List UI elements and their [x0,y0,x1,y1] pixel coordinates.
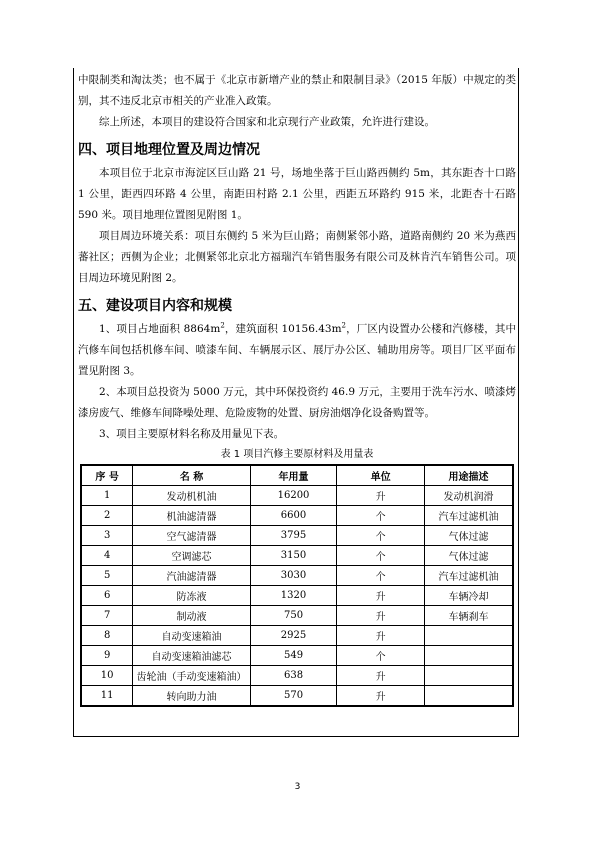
table-cell: 5 [81,566,133,586]
table-cell: 9 [81,646,133,666]
table-cell [424,686,513,707]
header-index: 序 号 [81,465,133,486]
table-cell: 4 [81,546,133,566]
table-cell: 个 [337,566,425,586]
table-cell: 3150 [250,546,337,566]
table-cell: 10 [81,666,133,686]
table-cell: 升 [337,606,425,626]
table-cell: 16200 [250,486,337,506]
table-cell: 气体过滤 [424,546,513,566]
table-cell: 车辆刹车 [424,606,513,626]
table-cell [424,646,513,666]
table-cell: 升 [337,666,425,686]
header-annual-usage: 年用量 [250,465,337,486]
table-header-row [81,465,513,486]
table-row [81,546,513,566]
paragraph-area: 1、项目占地面积 $8864m^2$，建筑面积 $10156.43m^2$，厂区内设置办公楼和汽修楼，其中汽修车间包括机修车间、喷漆车间、车辆展示区、展厅办公区、辅助用房等。项目厂区平面布置见附图 3。 [78,321,516,377]
paragraph-location: 本项目位于北京市海淀区巨山路 21 号，场地坐落于巨山路西侧约 5m，其东距杏十口路 1 公里，距西四环路 4 公里，南距田村路 2.1 公里，西距五环路约 915 米，北距杏十石路 590 米。项目地理位置图见附图 1。 [78,167,516,221]
table-cell [424,626,513,646]
paragraph-conclusion: 综上所述，本项目的建设符合国家和北京现行产业政策，允许进行建设。 [99,116,435,128]
paragraph-investment: 2、本项目总投资为 5000 万元，其中环保投资约 46.9 万元，主要用于洗车污水、喷漆烤漆房废气、维修车间降噪处理、危险废物的处置、厨房油烟净化设备购置等。 [78,386,516,419]
table-cell: 空调滤芯 [133,546,250,566]
table-cell: 升 [337,626,425,646]
table-cell: 升 [337,486,425,506]
table-cell: 发动机润滑 [424,486,513,506]
table-cell: 制动液 [133,606,250,626]
section-heading-location: 四、项目地理位置及周边情况 [78,142,260,158]
table-cell: 发动机机油 [133,486,250,506]
table-cell: 8 [81,626,133,646]
table-cell: 6 [81,586,133,606]
table-row [81,666,513,686]
table-row [81,506,513,526]
table-cell: 转向助力油 [133,686,250,707]
header-unit: 单位 [337,465,425,486]
table-cell: 个 [337,546,425,566]
table-cell: 汽油滤清器 [133,566,250,586]
table-cell: 2 [81,506,133,526]
table-cell: 549 [250,646,337,666]
table-cell: 自动变速箱油滤芯 [133,646,250,666]
table-cell [424,666,513,686]
table-cell: 车辆冷却 [424,586,513,606]
table-cell: 570 [250,686,337,707]
table-row [81,526,513,546]
table-cell: 个 [337,506,425,526]
table-cell: 11 [81,686,133,707]
table-row [81,566,513,586]
header-purpose: 用途描述 [424,465,513,486]
table-cell: 升 [337,586,425,606]
materials-table [80,464,514,707]
table-caption: 表 1 项目汽修主要原材料及用量表 [220,449,374,460]
paragraph-policy: 中限制类和淘汰类；也不属于《北京市新增产业的禁止和限制目录》（2015 年版）中规定的类别，其不违反北京市相关的产业准入政策。 [78,74,516,107]
document-body [78,70,516,707]
table-cell: 个 [337,526,425,546]
table-row [81,686,513,707]
table-cell: 自动变速箱油 [133,626,250,646]
table-cell: 空气滤清器 [133,526,250,546]
table-cell: 个 [337,646,425,666]
table-cell: 汽车过滤机油 [424,566,513,586]
table-cell: 升 [337,686,425,707]
table-cell: 气体过滤 [424,526,513,546]
table-row [81,606,513,626]
table-cell: 2925 [250,626,337,646]
table-cell: 齿轮油（手动变速箱油） [133,666,250,686]
table-cell: 3030 [250,566,337,586]
table-cell: 750 [250,606,337,626]
table-cell: 1320 [250,586,337,606]
table-cell: 防冻液 [133,586,250,606]
table-cell: 3 [81,526,133,546]
section-heading-scale: 五、建设项目内容和规模 [78,298,232,314]
table-cell: 1 [81,486,133,506]
table-row [81,646,513,666]
table-row [81,486,513,506]
table-cell: 3795 [250,526,337,546]
table-row [81,626,513,646]
table-row [81,586,513,606]
paragraph-materials-intro: 3、项目主要原材料名称及用量见下表。 [99,428,285,440]
paragraph-surroundings: 项目周边环境关系：项目东侧约 5 米为巨山路；南侧紧邻小路，道路南侧约 20 米为燕西蕃社区；西侧为企业；北侧紧邻北京北方福瑞汽车销售服务有限公司及林肯汽车销售公司。项目周边环境见附图 2。 [78,230,516,284]
table-cell: 6600 [250,506,337,526]
table-cell: 638 [250,666,337,686]
page-number: 3 [294,782,301,792]
table-cell: 汽车过滤机油 [424,506,513,526]
header-name: 名 称 [133,465,250,486]
table-cell: 机油滤清器 [133,506,250,526]
table-cell: 7 [81,606,133,626]
